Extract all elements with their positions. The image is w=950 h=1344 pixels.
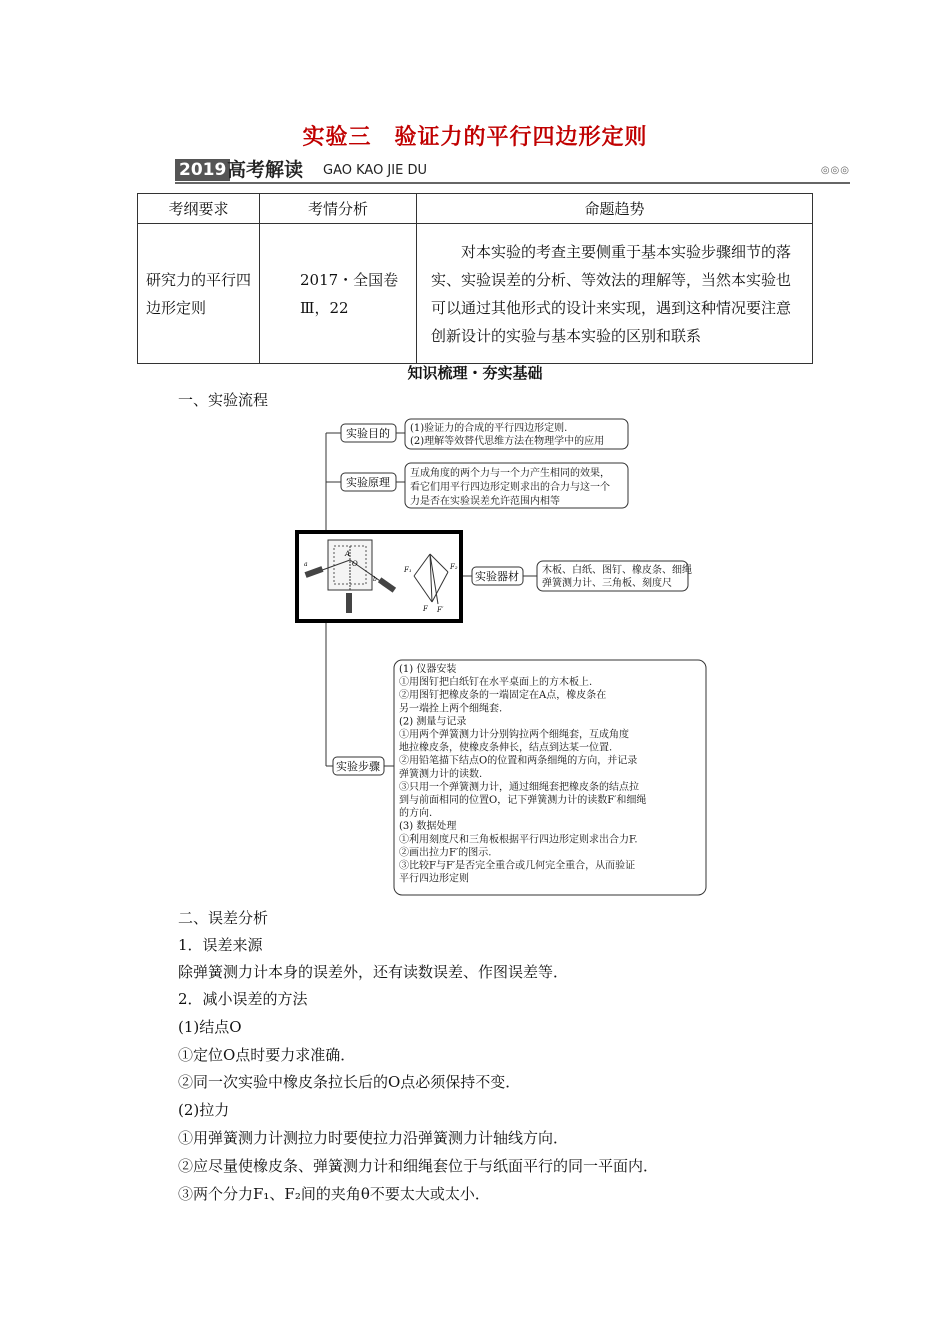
steps-label: 实验步骤	[336, 760, 380, 773]
header-requirement: 考纲要求	[138, 194, 260, 224]
svg-text:F: F	[423, 605, 428, 613]
header-analysis: 考情分析	[260, 194, 417, 224]
equipment-label: 实验器材	[475, 570, 519, 583]
banner-title: 高考解读	[227, 159, 304, 181]
steps-line: 平行四边形定则	[399, 873, 469, 885]
purpose-line: (2)理解等效替代思维方法在物理学中的应用	[410, 436, 605, 447]
steps-line: ③比较F与F′是否完全重合或几何完全重合，从而验证	[399, 860, 636, 872]
purpose-label: 实验目的	[346, 427, 390, 440]
svg-text:F₂: F₂	[450, 563, 458, 571]
banner-subtitle: GAO KAO JIE DU	[323, 163, 427, 178]
steps-line: 地拉橡皮条，使橡皮条伸长，结点到达某一位置.	[399, 742, 613, 754]
error-k2: (2)拉力	[178, 1101, 230, 1119]
principle-line: 力是否在实验误差允许范围内相等	[410, 496, 560, 507]
error-heading: 二、误差分析	[178, 909, 269, 927]
section-heading: 知识梳理・夯实基础	[407, 364, 543, 382]
error-p1: 除弹簧测力计本身的误差外，还有读数误差、作图误差等．	[178, 963, 569, 981]
error-k1b: ②同一次实验中橡皮条拉长后的O点必须保持不变．	[178, 1073, 521, 1091]
steps-line: ②用铅笔描下结点O的位置和两条细绳的方向，并记录	[399, 755, 638, 767]
cell-requirement: 研究力的平行四边形定则	[138, 224, 260, 364]
steps-line: 的方向.	[399, 808, 433, 820]
steps-line: 弹簧测力计的读数.	[399, 768, 483, 780]
decorative-dots-icon: ◎◎◎	[820, 165, 850, 176]
steps-line: 到与前面相同的位置O，记下弹簧测力计的读数F′和细绳	[399, 795, 647, 806]
error-k2c: ③两个分力F₁、F₂间的夹角θ不要太大或太小．	[178, 1185, 490, 1203]
svg-text:b: b	[373, 576, 377, 583]
svg-text:A: A	[345, 550, 351, 558]
error-sub2: 2．减小误差的方法	[178, 990, 308, 1008]
flow-heading: 一、实验流程	[178, 391, 269, 409]
steps-line: 另一端拴上两个细绳套.	[399, 703, 503, 715]
cell-trend: 对本实验的考查主要侧重于基本实验步骤细节的落实、实验误差的分析、等效法的理解等，当然本实验也可以通过其他形式的设计来实现，遇到这种情况要注意创新设计的实验与基本实验的区别和联系	[417, 224, 813, 364]
purpose-line: (1)验证力的合成的平行四边形定则.	[410, 423, 568, 434]
steps-line: ②用图钉把橡皮条的一端固定在A点，橡皮条在	[399, 690, 607, 702]
principle-label: 实验原理	[346, 476, 390, 489]
error-k1: (1)结点O	[178, 1018, 242, 1036]
steps-line: (2) 测量与记录	[399, 716, 467, 728]
error-k1a: ①定位O点时要力求准确．	[178, 1046, 356, 1064]
error-k2b: ②应尽量使橡皮条、弹簧测力计和细绳套位于与纸面平行的同一平面内．	[178, 1157, 659, 1175]
banner-year: 2019	[175, 159, 230, 181]
steps-line: ③只用一个弹簧测力计，通过细绳套把橡皮条的结点拉	[399, 781, 639, 793]
principle-line: 互成角度的两个力与一个力产生相同的效果，	[410, 468, 610, 479]
steps-line: ①用两个弹簧测力计分别钩拉两个细绳套，互成角度	[399, 729, 629, 741]
page-title: 实验三 验证力的平行四边形定则	[302, 124, 648, 150]
steps-line: ①用图钉把白纸钉在水平桌面上的方木板上.	[399, 677, 593, 689]
cell-analysis: 2017・全国卷Ⅲ，22	[260, 224, 417, 364]
svg-text:F′: F′	[437, 606, 444, 614]
equipment-line: 木板、白纸、图钉、橡皮条、细绳	[542, 565, 692, 576]
equipment-line: 弹簧测力计、三角板、刻度尺	[542, 578, 672, 589]
error-sub1: 1．误差来源	[178, 936, 263, 954]
steps-line: ②画出拉力F′的图示.	[399, 847, 492, 859]
svg-text:O: O	[352, 560, 358, 568]
steps-line: (1) 仪器安装	[399, 664, 457, 675]
svg-text:F₁: F₁	[404, 566, 412, 574]
steps-line: ①利用刻度尺和三角板根据平行四边形定则求出合力F.	[399, 834, 638, 846]
principle-line: 看它们用平行四边形定则求出的合力与这一个	[410, 482, 610, 493]
header-trend: 命题趋势	[417, 194, 813, 224]
svg-text:a: a	[304, 561, 308, 568]
error-k2a: ①用弹簧测力计测拉力时要使拉力沿弹簧测力计轴线方向．	[178, 1129, 569, 1147]
steps-line: (3) 数据处理	[399, 821, 457, 833]
